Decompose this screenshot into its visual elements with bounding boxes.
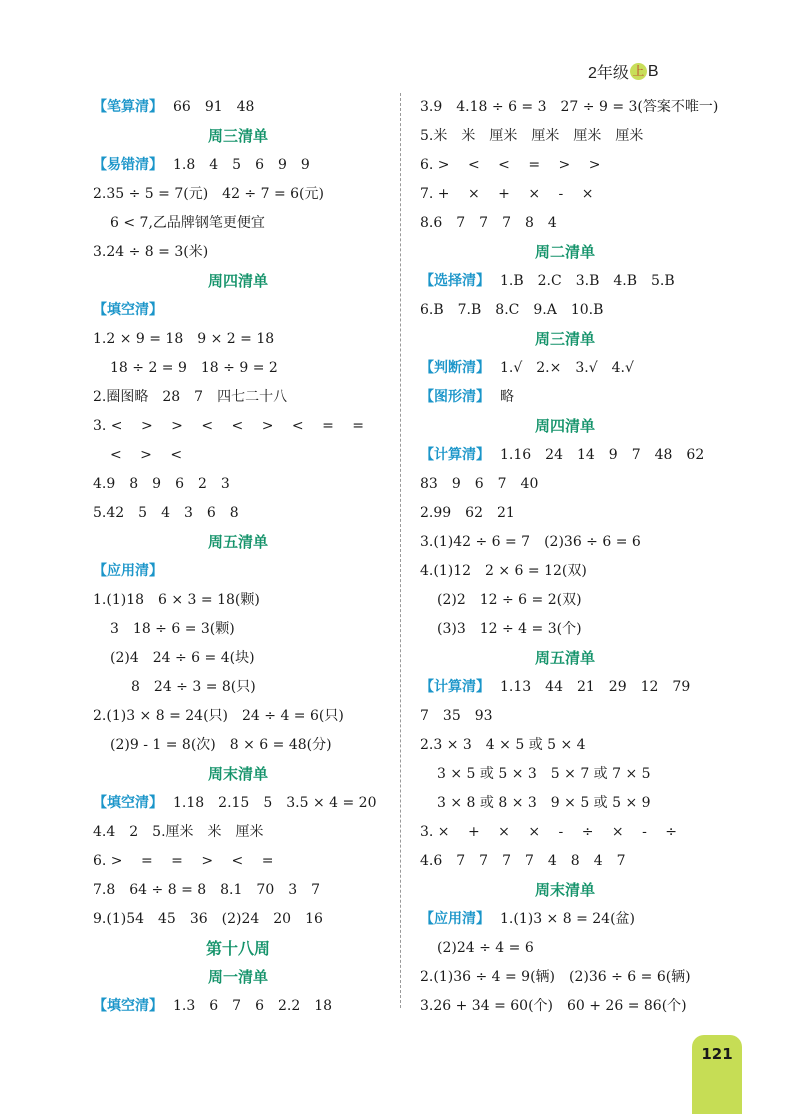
answer-text: 略 <box>500 389 514 405</box>
answer-line <box>420 93 719 122</box>
answer-line <box>93 905 383 934</box>
answer-text: 9.(1)54 45 36 (2)24 20 16 <box>93 911 323 927</box>
answer-line <box>420 383 710 412</box>
answer-line <box>420 180 710 209</box>
grade-label: 2年级 <box>588 65 629 82</box>
answer-line <box>420 760 710 789</box>
answer-line <box>93 731 383 760</box>
section-heading: 第十八周 <box>205 939 270 958</box>
answer-line <box>93 818 383 847</box>
answer-text: (2)4 24 ÷ 6 = 4(块) <box>110 650 255 666</box>
answer-line <box>93 93 383 122</box>
answer-line <box>93 441 383 470</box>
answer-text: 1.8 4 5 6 9 9 <box>173 157 310 173</box>
answer-line <box>420 267 710 296</box>
section-heading: 周末清单 <box>534 881 595 899</box>
answer-text: 66 91 48 <box>173 99 255 115</box>
answer-text: 3.9 4.18 ÷ 6 = 3 27 ÷ 9 = 3(答案不唯一) <box>420 99 719 115</box>
section-heading: 周三清单 <box>534 330 595 348</box>
version-label: B <box>647 62 659 80</box>
answer-line <box>420 847 710 876</box>
section-heading: 周五清单 <box>534 649 595 667</box>
answer-text: 3.26 + 34 = 60(个) 60 + 26 = 86(个) <box>420 998 687 1014</box>
answer-text: 1.3 6 7 6 2.2 18 <box>173 998 333 1014</box>
answer-text: 3. < > > < < > < = = <box>93 418 364 434</box>
answer-line <box>93 789 383 818</box>
answer-line <box>420 789 710 818</box>
category-tag: 【应用清】 <box>420 911 490 927</box>
answer-text: 6. > < < = > > <box>420 157 601 173</box>
answer-line <box>420 209 710 238</box>
answer-line <box>420 905 710 934</box>
page-number: 121 <box>692 1035 742 1114</box>
answer-line <box>93 470 383 499</box>
section-heading: 周三清单 <box>207 127 268 145</box>
answer-text: 3.24 ÷ 8 = 3(米) <box>93 244 209 260</box>
page-header <box>588 60 659 83</box>
category-tag: 【判断清】 <box>420 360 490 376</box>
answer-text: 4.9 8 9 6 2 3 <box>93 476 230 492</box>
category-tag: 【图形清】 <box>420 389 490 405</box>
answer-text: 6.B 7.B 8.C 9.A 10.B <box>420 302 604 318</box>
category-tag: 【选择清】 <box>420 273 490 289</box>
answer-line <box>93 209 383 238</box>
answer-text: 7. + × + × - × <box>420 186 594 202</box>
answer-text: 4.4 2 5.厘米 米 厘米 <box>93 824 264 840</box>
answer-text: (3)3 12 ÷ 4 = 3(个) <box>437 621 582 637</box>
answer-text: 4.6 7 7 7 7 4 8 4 7 <box>420 853 626 869</box>
section-heading: 周末清单 <box>207 765 268 783</box>
answer-line <box>93 586 383 615</box>
answer-line <box>420 673 710 702</box>
answer-line <box>93 499 383 528</box>
answer-text: 3. × + × × - ÷ × - ÷ <box>420 824 677 840</box>
answer-text: 6 < 7,乙品牌钢笔更便宜 <box>110 215 265 231</box>
answer-text: 2.35 ÷ 5 = 7(元) 42 ÷ 7 = 6(元) <box>93 186 324 202</box>
answer-line <box>93 296 383 325</box>
answer-text: 1.(1)18 6 × 3 = 18(颗) <box>93 592 260 608</box>
category-tag: 【易错清】 <box>93 157 163 173</box>
answer-line <box>420 441 710 470</box>
answer-line <box>93 354 383 383</box>
answer-line <box>93 876 383 905</box>
column-divider <box>400 93 401 1008</box>
answer-line <box>420 470 710 499</box>
answer-line <box>93 673 383 702</box>
category-tag: 【应用清】 <box>93 563 163 579</box>
answer-line <box>93 151 383 180</box>
category-tag: 【计算清】 <box>420 447 490 463</box>
answer-line <box>420 122 710 151</box>
answer-line <box>93 325 383 354</box>
answer-text: 1.(1)3 × 8 = 24(盆) <box>500 911 636 927</box>
answer-line <box>93 383 383 412</box>
section-heading: 周五清单 <box>207 533 268 551</box>
answer-line <box>420 557 710 586</box>
answer-text: 83 9 6 7 40 <box>420 476 539 492</box>
answer-text: 3 18 ÷ 6 = 3(颗) <box>110 621 235 637</box>
answer-text: 3 × 8 或 8 × 3 9 × 5 或 5 × 9 <box>437 795 651 811</box>
answer-line <box>93 644 383 673</box>
answer-text: 1.18 2.15 5 3.5 × 4 = 20 <box>173 795 377 811</box>
answer-text: 3 × 5 或 5 × 3 5 × 7 或 7 × 5 <box>437 766 651 782</box>
answer-text: 18 ÷ 2 = 9 18 ÷ 9 = 2 <box>110 360 278 376</box>
answer-text: 7.8 64 ÷ 8 = 8 8.1 70 3 7 <box>93 882 321 898</box>
answer-text: 1.√ 2.× 3.√ 4.√ <box>500 360 634 376</box>
answer-line <box>93 180 383 209</box>
category-tag: 【计算清】 <box>420 679 490 695</box>
answer-line <box>420 702 710 731</box>
section-heading: 周四清单 <box>207 272 268 290</box>
answer-line <box>420 992 710 1021</box>
answer-line <box>420 731 710 760</box>
answer-line <box>420 151 710 180</box>
answer-text: 5.米 米 厘米 厘米 厘米 厘米 <box>420 128 644 144</box>
answer-text: 2.99 62 21 <box>420 505 515 521</box>
answer-line <box>93 557 383 586</box>
answer-line <box>93 992 383 1021</box>
answer-text: 1.16 24 14 9 7 48 62 <box>500 447 705 463</box>
answer-line <box>93 615 383 644</box>
category-tag: 【填空清】 <box>93 998 163 1014</box>
section-heading: 周四清单 <box>534 417 595 435</box>
answer-line <box>420 615 710 644</box>
section-heading: 周一清单 <box>207 968 268 986</box>
answer-line <box>420 528 710 557</box>
category-tag: 【笔算清】 <box>93 99 163 115</box>
answer-text: 7 35 93 <box>420 708 493 724</box>
answer-text: < > < <box>110 447 183 463</box>
answer-line <box>93 412 383 441</box>
answer-text: 1.13 44 21 29 12 79 <box>500 679 691 695</box>
answer-text: 2.(1)3 × 8 = 24(只) 24 ÷ 4 = 6(只) <box>93 708 344 724</box>
answer-line <box>420 586 710 615</box>
answer-line <box>420 499 710 528</box>
answer-text: 8 24 ÷ 3 = 8(只) <box>131 679 256 695</box>
answer-line <box>420 296 710 325</box>
answer-text: 3.(1)42 ÷ 6 = 7 (2)36 ÷ 6 = 6 <box>420 534 641 550</box>
answer-text: (2)24 ÷ 4 = 6 <box>437 940 534 956</box>
answer-text: 4.(1)12 2 × 6 = 12(双) <box>420 563 587 579</box>
answer-text: 2.3 × 3 4 × 5 或 5 × 4 <box>420 737 586 753</box>
answer-text: 1.B 2.C 3.B 4.B 5.B <box>500 273 675 289</box>
category-tag: 【填空清】 <box>93 795 163 811</box>
answer-text: (2)9 - 1 = 8(次) 8 × 6 = 48(分) <box>110 737 332 753</box>
answer-text: 6. > = = > < = <box>93 853 274 869</box>
answer-line <box>420 354 710 383</box>
left-column <box>93 93 383 1021</box>
answer-text: 8.6 7 7 7 8 4 <box>420 215 557 231</box>
answer-line <box>420 818 710 847</box>
answer-text: (2)2 12 ÷ 6 = 2(双) <box>437 592 582 608</box>
answer-line <box>93 238 383 267</box>
answer-text: 5.42 5 4 3 6 8 <box>93 505 239 521</box>
term-badge: 上 <box>630 63 647 80</box>
answer-line <box>93 847 383 876</box>
answer-line <box>420 963 710 992</box>
answer-line <box>420 934 710 963</box>
answer-text: 2.(1)36 ÷ 4 = 9(辆) (2)36 ÷ 6 = 6(辆) <box>420 969 691 985</box>
category-tag: 【填空清】 <box>93 302 163 318</box>
answer-line <box>93 702 383 731</box>
answer-text: 1.2 × 9 = 18 9 × 2 = 18 <box>93 331 275 347</box>
answer-text: 2.圈图略 28 7 四七二十八 <box>93 389 288 405</box>
section-heading: 周二清单 <box>534 243 595 261</box>
right-column <box>420 93 719 1021</box>
